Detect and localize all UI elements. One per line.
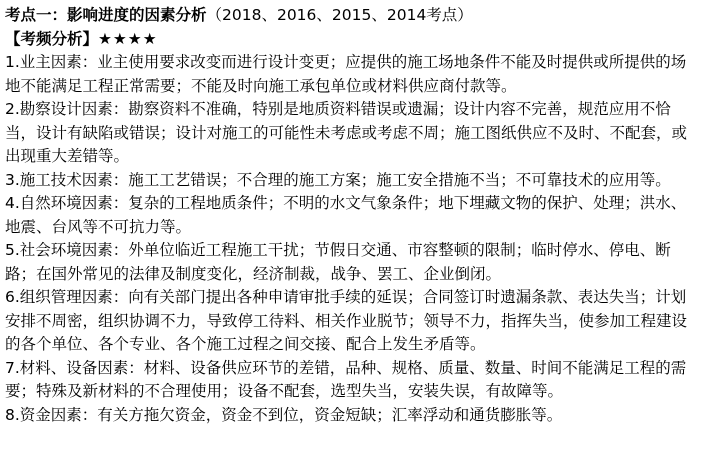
factor-text: 施工工艺错误；不合理的施工方案；施工安全措施不当；不可靠技术的应用等。 — [128, 170, 671, 189]
factor-item — [5, 169, 701, 193]
frequency-stars: ★★★★ — [98, 29, 158, 48]
factor-heading: 8.资金因素： — [5, 405, 98, 424]
section-title — [5, 4, 701, 28]
factor-heading: 7.材料、设备因素： — [5, 358, 144, 377]
factor-text: 复杂的工程地质条件；不明的水文气象条件；地下埋藏文物的保护、处理；洪水、地震、台风等不可抗力等。 — [5, 194, 687, 236]
factor-item — [5, 51, 701, 98]
factor-text: 外单位临近工程施工干扰；节假日交通、市容整顿的限制；临时停水、停电、断路；在国外常见的法律及制度变化，经济制裁，战争、罢工、企业倒闭。 — [5, 241, 671, 283]
factor-text: 材料、设备供应环节的差错，品种、规格、质量、数量、时间不能满足工程的需要；特殊及新材料的不合理使用；设备不配套，选型失当，安装失误，有故障等。 — [5, 358, 687, 400]
factor-item — [5, 239, 701, 286]
frequency-analysis — [5, 28, 701, 52]
factor-text: 业主使用要求改变而进行设计变更；应提供的施工场地条件不能及时提供或所提供的场地不能满足工程正常需要；不能及时向施工承包单位或材料供应商付款等。 — [5, 53, 687, 95]
factor-text: 向有关部门提出各种申请审批手续的延误；合同签订时遗漏条款、表达失当；计划安排不周密，组织协调不力，导致停工待料、相关作业脱节；领导不力，指挥失当，使参加工程建设的各个单位、各个专业、各个施工过程之间交接、配合上发生矛盾等。 — [5, 288, 688, 353]
factor-item — [5, 357, 701, 404]
factor-heading: 2.勘察设计因素： — [5, 100, 129, 118]
factor-item — [5, 192, 701, 239]
factor-item — [5, 404, 701, 428]
factor-heading: 6.组织管理因素： — [5, 288, 129, 306]
factor-heading: 1.业主因素： — [5, 53, 98, 71]
frequency-label: 【考频分析】 — [5, 29, 99, 48]
factor-heading: 3.施工技术因素： — [5, 170, 129, 189]
factor-heading: 5.社会环境因素： — [5, 241, 129, 259]
factor-text: 勘察资料不准确，特别是地质资料错误或遗漏；设计内容不完善，规范应用不恰当，设计有缺陷或错误；设计对施工的可能性未考虑或考虑不周；施工图纸供应不及时、不配套，或出现重大差错等。 — [5, 100, 688, 165]
factor-item — [5, 98, 701, 169]
section-title-years: （2018、2016、2015、2014考点） — [206, 6, 473, 24]
section-title-main: 考点一：影响进度的因素分析 — [5, 6, 207, 24]
factor-item — [5, 286, 701, 357]
factor-text: 有关方拖欠资金，资金不到位，资金短缺；汇率浮动和通货膨胀等。 — [97, 405, 563, 424]
factor-heading: 4.自然环境因素： — [5, 194, 129, 212]
